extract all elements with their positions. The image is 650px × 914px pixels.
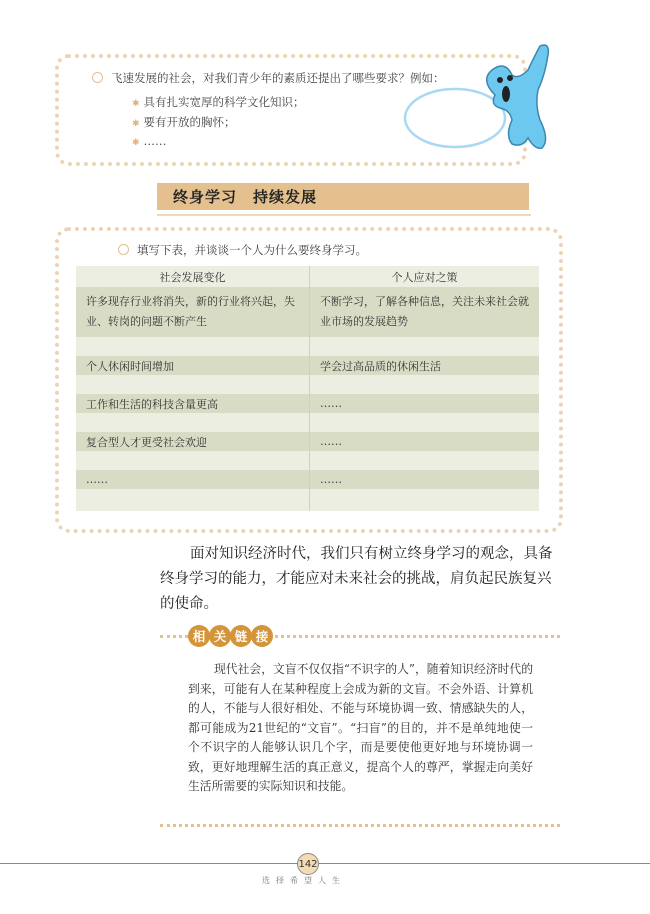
star-bullet-icon: ✱	[132, 138, 140, 148]
blank-cell[interactable]	[310, 413, 540, 432]
page-number: 142	[297, 853, 319, 875]
table-cell: 复合型人才更受社会欢迎	[76, 432, 310, 451]
activity-prompt	[118, 242, 367, 258]
blank-row[interactable]	[76, 375, 539, 394]
column-header: 社会发展变化	[76, 266, 310, 287]
blank-cell[interactable]	[76, 489, 310, 511]
table-cell: 不断学习，了解各种信息，关注未来社会就业市场的发展趋势	[310, 287, 540, 337]
bullet-item	[132, 94, 305, 110]
column-header: 个人应对之策	[310, 266, 540, 287]
mascot-illustration	[400, 40, 570, 155]
question-text: 飞速发展的社会，对我们青少年的素质还提出了哪些要求？例如：	[111, 71, 445, 85]
blank-cell[interactable]	[310, 375, 540, 394]
blank-cell[interactable]	[310, 489, 540, 511]
blank-cell[interactable]	[76, 451, 310, 470]
book-title: 选择希望人生	[262, 876, 346, 885]
table-cell: 工作和生活的科技含量更高	[76, 394, 310, 413]
table-header	[76, 266, 539, 287]
blank-cell[interactable]	[76, 413, 310, 432]
bullet-item	[132, 114, 236, 130]
star-bullet-icon: ✱	[132, 119, 140, 129]
blank-cell[interactable]	[76, 375, 310, 394]
table-row	[76, 356, 539, 375]
blank-cell[interactable]	[310, 337, 540, 356]
label-char: 关	[209, 625, 231, 647]
bullet-text: 具有扎实宽厚的科学文化知识；	[143, 95, 305, 109]
related-links-label	[188, 625, 272, 647]
table-cell: ……	[310, 432, 540, 451]
divider	[157, 214, 531, 216]
blank-cell[interactable]	[310, 451, 540, 470]
circle-bullet-icon	[118, 244, 129, 255]
fill-in-table	[76, 266, 539, 511]
label-char: 接	[251, 625, 273, 647]
circle-bullet-icon	[92, 72, 103, 83]
table-cell: ……	[310, 470, 540, 489]
footer-line	[0, 863, 650, 864]
blank-row[interactable]	[76, 451, 539, 470]
section-header	[157, 183, 529, 210]
table-cell: ……	[310, 394, 540, 413]
section-title: 终身学习 持续发展	[173, 188, 318, 206]
bullet-text: ……	[143, 134, 167, 148]
table-row	[76, 394, 539, 413]
table-row	[76, 470, 539, 489]
blank-row[interactable]	[76, 337, 539, 356]
table-cell: 个人休闲时间增加	[76, 356, 310, 375]
dotted-divider	[160, 824, 560, 827]
blank-row[interactable]	[76, 489, 539, 511]
bullet-item	[132, 134, 167, 148]
label-char: 链	[230, 625, 252, 647]
prompt-text: 填写下表，并谈谈一个人为什么要终身学习。	[137, 243, 367, 257]
table-cell: 学会过高品质的休闲生活	[310, 356, 540, 375]
blank-cell[interactable]	[76, 337, 310, 356]
table-row	[76, 287, 539, 337]
table-row	[76, 432, 539, 451]
star-bullet-icon: ✱	[132, 99, 140, 109]
table-cell: 许多现存行业将消失，新的行业将兴起，失业、转岗的问题不断产生	[76, 287, 310, 337]
intro-question	[92, 70, 445, 86]
blank-row[interactable]	[76, 413, 539, 432]
related-text: 现代社会，文盲不仅仅指“不识字的人”，随着知识经济时代的到来，可能有人在某种程度上会成为新的文盲。不会外语、计算机的人，不能与人很好相处、不能与环境协调一致、情感缺失的人，都可能成为21世纪的“文盲”。“扫盲”的目的，并不是单纯地使一个不识字的人能够认识几个字，而是要使他更好地与环境协调一致，更好地理解生活的真正意义，提高个人的尊严，掌握走向美好生活所需要的实际知识和技能。	[188, 662, 533, 793]
main-paragraph: 面对知识经济时代，我们只有树立终身学习的观念，具备终身学习的能力，才能应对未来社会的挑战，肩负起民族复兴的使命。	[160, 546, 553, 612]
table-cell: ……	[76, 470, 310, 489]
label-char: 相	[188, 625, 210, 647]
bullet-text: 要有开放的胸怀；	[143, 115, 236, 129]
